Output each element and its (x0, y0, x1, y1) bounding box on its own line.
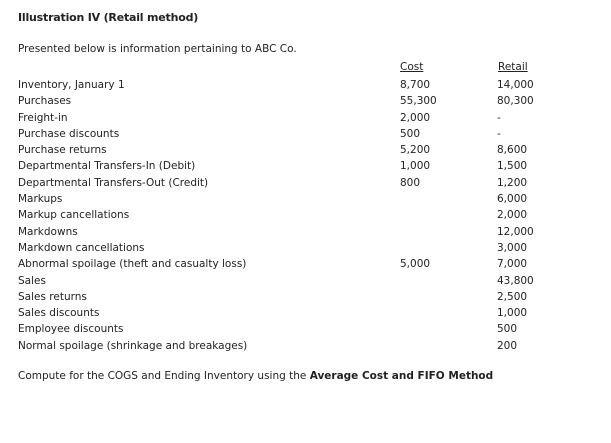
row-label: Markups (18, 193, 63, 206)
table-row (0, 191, 611, 207)
row-cost: 5,000 (400, 258, 431, 271)
table-row (0, 338, 611, 354)
row-retail: 6,000 (497, 193, 528, 206)
row-label: Freight-in (18, 111, 68, 124)
row-retail: 200 (497, 339, 518, 352)
row-retail: 2,500 (497, 290, 528, 303)
table-row (0, 256, 611, 272)
table-row (0, 77, 611, 93)
row-label: Sales (18, 274, 46, 287)
retail-column-header: Retail (498, 61, 528, 73)
row-label: Normal spoilage (shrinkage and breakages) (18, 339, 248, 352)
row-label: Sales returns (18, 290, 87, 303)
row-label: Abnormal spoilage (theft and casualty loss) (18, 258, 247, 271)
row-label: Departmental Transfers-In (Debit) (18, 160, 196, 173)
row-cost: 55,300 (400, 95, 437, 108)
row-retail: - (497, 127, 501, 140)
table-row (0, 321, 611, 337)
row-retail: 500 (497, 323, 518, 336)
document-title: Illustration IV (Retail method) (18, 11, 199, 24)
cost-column-header: Cost (400, 61, 424, 73)
row-retail: 43,800 (497, 274, 534, 287)
row-label: Sales discounts (18, 307, 100, 320)
row-label: Inventory, January 1 (18, 79, 125, 91)
row-label: Purchase returns (18, 144, 107, 157)
table-row (0, 142, 611, 158)
row-cost: 500 (400, 127, 421, 140)
table-row (0, 126, 611, 142)
table-row (0, 289, 611, 305)
row-label: Markup cancellations (18, 209, 130, 222)
intro-text: Presented below is information pertaining to ABC Co. (18, 43, 297, 55)
row-retail: 8,600 (497, 144, 528, 157)
row-retail: 2,000 (497, 209, 528, 222)
row-label: Purchases (18, 95, 72, 108)
row-retail: 1,500 (497, 160, 528, 173)
instruction-emphasis: Average Cost and FIFO Method (309, 370, 494, 382)
instruction-prefix: Compute for the COGS and Ending Inventory using the (18, 370, 310, 382)
table-row (0, 158, 611, 174)
data-table (0, 77, 611, 354)
row-retail: 1,200 (497, 176, 528, 189)
row-retail: 1,000 (497, 307, 528, 320)
row-retail: - (497, 111, 501, 124)
row-cost: 8,700 (400, 79, 431, 91)
row-retail: 80,300 (497, 95, 534, 108)
row-retail: 3,000 (497, 241, 528, 254)
instruction-text (18, 370, 493, 382)
row-cost: 800 (400, 176, 421, 189)
table-row (0, 305, 611, 321)
table-row (0, 207, 611, 223)
row-label: Markdown cancellations (18, 241, 145, 254)
row-cost: 1,000 (400, 160, 431, 173)
table-row (0, 93, 611, 109)
row-cost: 2,000 (400, 111, 431, 124)
row-label: Departmental Transfers-Out (Credit) (18, 176, 209, 189)
table-row (0, 175, 611, 191)
table-row (0, 240, 611, 256)
row-label: Purchase discounts (18, 127, 120, 140)
row-label: Employee discounts (18, 323, 124, 336)
row-retail: 12,000 (497, 225, 534, 238)
row-cost: 5,200 (400, 144, 431, 157)
row-retail: 14,000 (497, 79, 534, 91)
table-row (0, 110, 611, 126)
row-label: Markdowns (18, 225, 78, 238)
row-retail: 7,000 (497, 258, 528, 271)
table-row (0, 224, 611, 240)
table-row (0, 273, 611, 289)
